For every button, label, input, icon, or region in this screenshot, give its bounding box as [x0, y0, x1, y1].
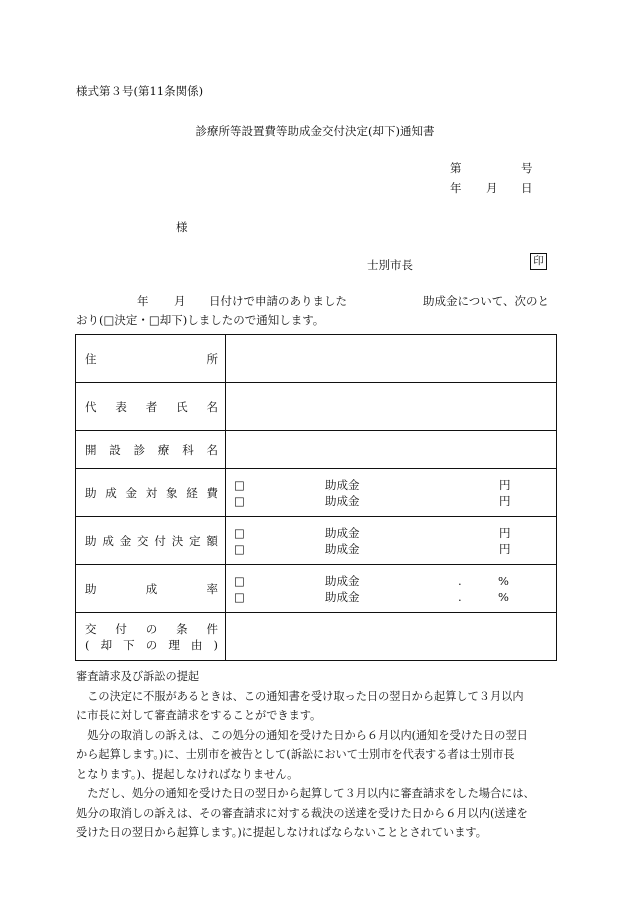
notes-line: となります。)、提起しなければなりません。	[76, 768, 299, 781]
decision-amount-line-1: □ 助成金 円	[234, 525, 511, 540]
rate-line-1: □ 助成金 . %	[234, 573, 509, 588]
checkbox[interactable]: □	[234, 477, 245, 492]
row-department	[76, 431, 557, 469]
body-line-2: おり(□決定・□却下)しましたので通知します。	[76, 313, 325, 327]
body-year: 年	[137, 294, 149, 308]
document-title: 診療所等設置費等助成金交付決定(却下)通知書	[195, 124, 435, 138]
representative-value-cell[interactable]	[226, 383, 557, 431]
row-conditions	[76, 613, 557, 661]
row-rate	[76, 565, 557, 613]
conditions-label: 交 付 の 条 件	[85, 621, 218, 636]
conditions-value-cell[interactable]	[226, 613, 557, 661]
year-label: 年	[450, 181, 462, 195]
notes-line: に市長に対して審査請求をすることができます。	[76, 709, 322, 722]
row-eligible-cost	[76, 469, 557, 517]
representative-label: 代 表 者 氏 名	[85, 399, 218, 414]
eligible-cost-line-2: □ 助成金 円	[234, 493, 511, 508]
number-label: 第	[450, 161, 462, 175]
decision-amount-value-cell	[226, 517, 557, 565]
notes-line: 処分の取消しの訴えは、この処分の通知を受けた日から６月以内(通知を受けた日の翌日	[76, 729, 528, 742]
decision-amount-label-cell	[76, 517, 226, 565]
day-label: 日	[521, 181, 533, 195]
decision-amount-label: 助 成 金 交 付 決 定 額	[85, 533, 218, 548]
rate-label-cell	[76, 565, 226, 613]
rate-value-cell	[226, 565, 557, 613]
eligible-cost-label-cell	[76, 469, 226, 517]
form-number: 様式第３号(第11条関係)	[76, 84, 204, 98]
eligible-cost-line-1: □ 助成金 円	[234, 477, 511, 492]
eligible-cost-label: 助 成 金 対 象 経 費	[85, 485, 218, 500]
body-applied: 日付けで申請のありました	[209, 294, 347, 308]
representative-label-cell	[76, 383, 226, 431]
address-label-cell	[76, 335, 226, 383]
row-address	[76, 335, 557, 383]
eligible-cost-value-cell	[226, 469, 557, 517]
application-table	[75, 334, 557, 661]
notes-line: 受けた日の翌日から起算します。)に提起しなければならないこととされています。	[76, 826, 487, 839]
notes-line: から起算します。)に、士別市を被告として(訴訟において士別市を代表する者は士別市長	[76, 748, 515, 761]
number-suffix: 号	[521, 161, 533, 175]
notes-line: 処分の取消しの訴えは、その審査請求に対する裁決の送達を受けた日から６月以内(送達を	[76, 807, 528, 820]
decision-amount-line-2: □ 助成金 円	[234, 541, 511, 556]
rate-label: 助 成 率	[85, 581, 218, 596]
body-subsidy: 助成金について、次のと	[423, 294, 550, 308]
department-label-cell	[76, 431, 226, 469]
department-label: 開 設 診 療 科 名	[85, 442, 218, 457]
row-decision-amount	[76, 517, 557, 565]
address-value-cell[interactable]	[226, 335, 557, 383]
checkbox[interactable]: □	[234, 525, 245, 540]
checkbox[interactable]: □	[234, 589, 245, 604]
addressee-suffix: 様	[176, 220, 188, 234]
notes-line: ただし、処分の通知を受けた日の翌日から起算して３月以内に審査請求をした場合には、	[76, 787, 535, 800]
checkbox[interactable]: □	[234, 573, 245, 588]
notes-heading: 審査請求及び訴訟の提起	[76, 670, 200, 683]
issuer: 士別市長	[367, 258, 413, 272]
conditions-label-cell	[76, 613, 226, 661]
notes-line: この決定に不服があるときは、この通知書を受け取った日の翌日から起算して３月以内	[76, 690, 524, 703]
body-month: 月	[174, 294, 186, 308]
address-label: 住 所	[85, 351, 218, 366]
row-representative	[76, 383, 557, 431]
checkbox[interactable]: □	[234, 541, 245, 556]
reason-label: ( 却 下 の 理 由 )	[85, 637, 218, 652]
rate-line-2: □ 助成金 . %	[234, 589, 509, 604]
checkbox[interactable]: □	[234, 493, 245, 508]
department-value-cell[interactable]	[226, 431, 557, 469]
seal-mark: 印	[530, 253, 547, 270]
month-label: 月	[486, 181, 498, 195]
